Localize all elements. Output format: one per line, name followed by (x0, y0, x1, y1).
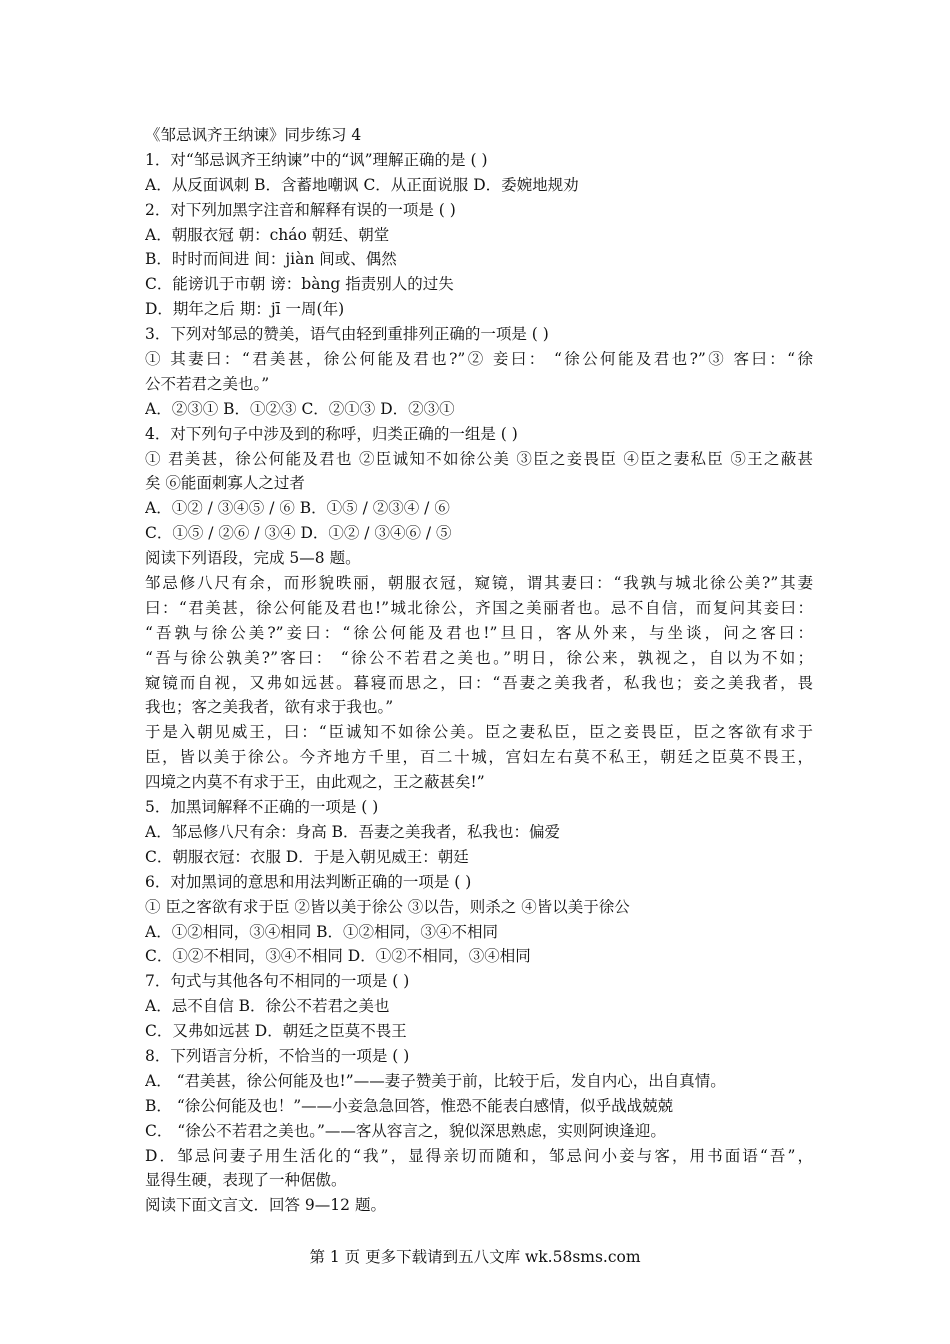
question-2-option-b: B．时时而间进 间：jiàn 间或、偶然 (145, 250, 397, 269)
question-4-options: C．①⑤ / ②⑥ / ③④ D．①② / ③④⑥ / ⑤ (145, 524, 452, 543)
question-1: 1．对“邹忌讽齐王纳谏”中的“讽”理解正确的是 ( ) (145, 150, 488, 169)
passage-line: 我也；客之美我者，欲有求于我也。” (145, 698, 394, 717)
question-6-options: A．①②相同，③④相同 B．①②相同，③④不相同 (145, 922, 499, 941)
question-4-options: A．①② / ③④⑤ / ⑥ B．①⑤ / ②③④ / ⑥ (145, 499, 450, 518)
question-2-option-a: A．朝服衣冠 朝：cháo 朝廷、朝堂 (145, 225, 390, 244)
passage-line: 窥镜而自视，又弗如远甚。暮寝而思之，曰：“吾妻之美我者，私我也；妾之美我者，畏 (145, 673, 813, 692)
question-8-option-d: 显得生硬，表现了一种倨傲。 (145, 1171, 347, 1190)
question-3-stem-line: ① 其妻曰：“君美甚，徐公何能及君也?”② 妾曰： “徐公何能及君也?”③ 客曰：“徐 (145, 350, 813, 369)
document-body (145, 123, 813, 1218)
passage-line: 四境之内莫不有求于王，由此观之，王之蔽甚矣!” (145, 773, 485, 792)
passage-line: 臣，皆以美于徐公。今齐地方千里，百二十城，宫妇左右莫不私王，朝廷之臣莫不畏王， (145, 748, 813, 767)
question-8-option-c: C． “徐公不若君之美也。”——客从容言之，貌似深思熟虑，实则阿谀逢迎。 (145, 1121, 666, 1140)
question-8: 8．下列语言分析，不恰当的一项是 ( ) (145, 1046, 410, 1065)
question-5: 5．加黑词解释不正确的一项是 ( ) (145, 798, 379, 817)
question-5-options: A．邹忌修八尺有余：身高 B．吾妻之美我者，私我也：偏爱 (145, 822, 561, 841)
question-7-options: C．又弗如远甚 D．朝廷之臣莫不畏王 (145, 1022, 407, 1041)
question-8-option-b: B． “徐公何能及也！”——小妾急急回答，惟恐不能表白感情，似乎战战兢兢 (145, 1096, 674, 1115)
question-2-option-d: D．期年之后 期：jī 一周(年) (145, 300, 345, 319)
question-1-options: A．从反面讽刺 B．含蓄地嘲讽 C．从正面说服 D．委婉地规劝 (145, 175, 579, 194)
question-3: 3．下列对邹忌的赞美，语气由轻到重排列正确的一项是 ( ) (145, 325, 549, 344)
reading-instruction: 阅读下面文言文．回答 9—12 题。 (145, 1196, 386, 1215)
question-5-options: C．朝服衣冠：衣服 D．于是入朝见威王：朝廷 (145, 847, 469, 866)
question-6-stem: ① 臣之客欲有求于臣 ②皆以美于徐公 ③以告，则杀之 ④皆以美于徐公 (145, 897, 630, 916)
question-3-options: A．②③① B．①②③ C．②①③ D．②③① (145, 399, 455, 418)
question-7-options: A．忌不自信 B．徐公不若君之美也 (145, 997, 390, 1016)
question-8-option-d: D．邹忌问妻子用生活化的“我”，显得亲切而随和，邹忌问小妾与客，用书面语“吾”， (145, 1146, 813, 1165)
page-footer: 第 1 页 更多下载请到五八文库 wk.58sms.com (309, 1248, 641, 1266)
question-2-option-c: C．能谤讥于市朝 谤：bàng 指责别人的过失 (145, 275, 454, 294)
question-4-stem-line: ① 君美甚，徐公何能及君也 ②臣诚知不如徐公美 ③臣之妾畏臣 ④臣之妻私臣 ⑤王之蔽甚 (145, 449, 813, 468)
question-6-options: C．①②不相同，③④不相同 D．①②不相同，③④相同 (145, 947, 531, 966)
passage-line: “吾孰与徐公美?”妾曰：“徐公何能及君也!”旦日，客从外来，与坐谈，问之客曰： (145, 623, 813, 642)
question-4-stem-line: 矣 ⑥能面刺寡人之过者 (145, 474, 305, 493)
question-2: 2．对下列加黑字注音和解释有误的一项是 ( ) (145, 200, 456, 219)
passage-line: 于是入朝见威王，曰：“臣诚知不如徐公美。臣之妻私臣，臣之妾畏臣，臣之客欲有求于 (145, 723, 813, 742)
document-title: 《邹忌讽齐王纳谏》同步练习 4 (145, 126, 362, 144)
passage-line: 曰：“君美甚，徐公何能及君也!”城北徐公，齐国之美丽者也。忌不自信，而复问其妾曰： (145, 598, 813, 617)
question-8-option-a: A． “君美甚，徐公何能及也!”——妻子赞美于前，比较于后，发自内心，出自真情。 (145, 1071, 726, 1090)
reading-instruction: 阅读下列语段，完成 5—8 题。 (145, 549, 361, 568)
passage-line: “吾与徐公孰美?”客曰： “徐公不若君之美也。”明日，徐公来，孰视之，自以为不如； (145, 648, 813, 667)
question-6: 6．对加黑词的意思和用法判断正确的一项是 ( ) (145, 872, 472, 891)
passage-line: 邹忌修八尺有余，而形貌昳丽，朝服衣冠，窥镜，谓其妻曰：“我孰与城北徐公美?”其妻 (145, 574, 813, 593)
question-3-stem-line: 公不若君之美也。” (145, 374, 270, 393)
question-4: 4．对下列句子中涉及到的称呼，归类正确的一组是 ( ) (145, 424, 518, 443)
question-7: 7．句式与其他各句不相同的一项是 ( ) (145, 972, 410, 991)
